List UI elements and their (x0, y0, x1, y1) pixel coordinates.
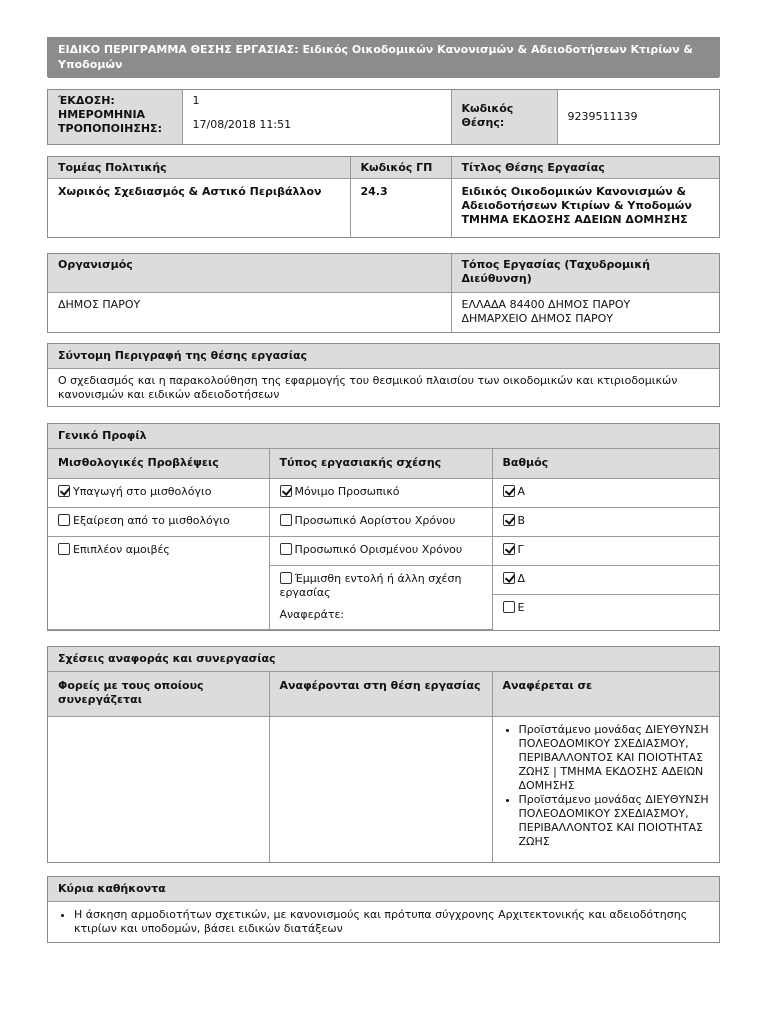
position-code-value: 9239511139 (557, 90, 719, 144)
checkbox[interactable] (503, 543, 515, 555)
partners-cell (48, 716, 269, 862)
policy-sector-header: Τομέας Πολιτικής (48, 157, 350, 179)
reports-to-cell (492, 716, 719, 862)
relations-header: Σχέσεις αναφοράς και συνεργασίας (48, 647, 719, 672)
specify-label: Αναφεράτε: (279, 607, 345, 621)
policy-sector: Χωρικός Σχεδιασμός & Αστικό Περιβάλλον (48, 179, 350, 237)
policy-code: 24.3 (350, 179, 451, 237)
salary-header: Μισθολογικές Προβλέψεις (48, 449, 269, 478)
grade-option[interactable]: Β (492, 507, 719, 536)
general-profile-header: Γενικό Προφίλ (48, 424, 719, 449)
document-title: ΕΙΔΙΚΟ ΠΕΡΙΓΡΑΜΜΑ ΘΕΣΗΣ ΕΡΓΑΣΙΑΣ: Ειδικός Οικοδομικών Κανονισμών & Αδειοδοτήσεων Κτιρίων & Υποδομών (48, 38, 719, 78)
checkbox[interactable] (280, 572, 292, 584)
document-title-box (47, 37, 720, 77)
main-duties-header: Κύρια καθήκοντα (48, 877, 719, 902)
relation-option[interactable]: Μόνιμο Προσωπικό (269, 478, 492, 507)
modification-date: 17/08/2018 11:51 (192, 118, 292, 131)
checkbox[interactable] (503, 572, 515, 584)
short-description-header: Σύντομη Περιγραφή της θέσης εργασίας (48, 344, 719, 369)
policy-code-header: Κωδικός ΓΠ (350, 157, 451, 179)
checkbox[interactable] (58, 514, 70, 526)
reports-to-header: Αναφέρεται σε (492, 672, 719, 716)
salary-option[interactable]: Υπαγωγή στο μισθολόγιο (48, 478, 269, 507)
version-label: ΈΚΔΟΣΗ: ΗΜΕΡΟΜΗΝΙΑ ΤΡΟΠΟΠΟΙΗΣΗΣ: (48, 90, 182, 144)
checkbox[interactable] (280, 543, 292, 555)
main-duties-body (48, 902, 719, 942)
short-description-section (47, 343, 720, 407)
checkbox[interactable] (503, 485, 515, 497)
checkbox[interactable] (503, 514, 515, 526)
organization-section (47, 253, 720, 333)
position-code-label: Κωδικός Θέσης: (451, 90, 557, 144)
list-item: • Προϊστάμενο μονάδας ΔΙΕΥΘΥΝΣΗ ΠΟΛΕΟΔΟΜΙΚΟΥ ΣΧΕΔΙΑΣΜΟΥ, ΠΕΡΙΒΑΛΛΟΝΤΟΣ ΚΑΙ ΠΟΙΟΤΗΤΑΣ ΖΩΗΣ (519, 793, 712, 849)
general-profile-section (47, 423, 720, 631)
relation-option[interactable]: Έμμισθη εντολή ή άλλη σχέση εργασίας Αναφεράτε: (269, 565, 492, 629)
grade-option[interactable]: Δ (492, 565, 719, 594)
relation-option[interactable]: Προσωπικό Αορίστου Χρόνου (269, 507, 492, 536)
checkbox[interactable] (503, 601, 515, 613)
main-duties-section (47, 876, 720, 943)
list-item: • Η άσκηση αρμοδιοτήτων σχετικών, με κανονισμούς και πρότυπα σύγχρονης Αρχιτεκτονικής και αδειοδότησης κτιρίων και υποδομών, βάσει ειδικών διατάξεων (74, 908, 709, 936)
organization-name: ΔΗΜΟΣ ΠΑΡΟΥ (48, 292, 451, 332)
policy-section (47, 156, 720, 238)
grade-header: Βαθμός (492, 449, 719, 478)
relation-option[interactable]: Προσωπικό Ορισμένου Χρόνου (269, 536, 492, 565)
grade-option[interactable]: Γ (492, 536, 719, 565)
organization-header: Οργανισμός (48, 254, 451, 292)
partners-header: Φορείς με τους οποίους συνεργάζεται (48, 672, 269, 716)
grade-option[interactable]: Α (492, 478, 719, 507)
version-section (47, 89, 720, 145)
version-number: 1 (192, 94, 200, 107)
workplace-header: Τόπος Εργασίας (Ταχυδρομική Διεύθυνση) (451, 254, 719, 292)
job-title-header: Τίτλος Θέσης Εργασίας (451, 157, 719, 179)
reporting-to-position-header: Αναφέρονται στη θέση εργασίας (269, 672, 492, 716)
checkbox[interactable] (58, 543, 70, 555)
relation-header: Τύπος εργασιακής σχέσης (269, 449, 492, 478)
checkbox[interactable] (280, 485, 292, 497)
reports-to-list (503, 723, 712, 849)
version-values (182, 90, 451, 144)
checkbox[interactable] (58, 485, 70, 497)
salary-option[interactable]: Εξαίρεση από το μισθολόγιο (48, 507, 269, 536)
address-line-2: ΔΗΜΑΡΧΕΙΟ ΔΗΜΟΣ ΠΑΡΟΥ (461, 311, 614, 325)
address-line-1: ΕΛΛΑΔΑ 84400 ΔΗΜΟΣ ΠΑΡΟΥ (461, 297, 631, 311)
main-duties-list (58, 908, 709, 936)
job-title: Ειδικός Οικοδομικών Κανονισμών & Αδειοδοτήσεων Κτιρίων & Υποδομών ΤΜΗΜΑ ΕΚΔΟΣΗΣ ΑΔΕΙΩΝ ΔΟΜΗΣΗΣ (451, 179, 719, 237)
relations-section (47, 646, 720, 863)
reporting-to-position-cell (269, 716, 492, 862)
grade-option[interactable]: Ε (492, 594, 719, 629)
salary-option[interactable]: Επιπλέον αμοιβές (48, 536, 269, 629)
workplace-address (451, 292, 719, 332)
list-item: • Προϊστάμενο μονάδας ΔΙΕΥΘΥΝΣΗ ΠΟΛΕΟΔΟΜΙΚΟΥ ΣΧΕΔΙΑΣΜΟΥ, ΠΕΡΙΒΑΛΛΟΝΤΟΣ ΚΑΙ ΠΟΙΟΤΗΤΑΣ ΖΩΗΣ | ΤΜΗΜΑ ΕΚΔΟΣΗΣ ΑΔΕΙΩΝ ΔΟΜΗΣΗΣ (519, 723, 712, 793)
short-description-text: Ο σχεδιασμός και η παρακολούθηση της εφαρμογής του θεσμικού πλαισίου των οικοδομικών και κτιριοδομικών κανονισμών και ειδικών αδειοδοτήσεων (58, 374, 678, 401)
checkbox[interactable] (280, 514, 292, 526)
